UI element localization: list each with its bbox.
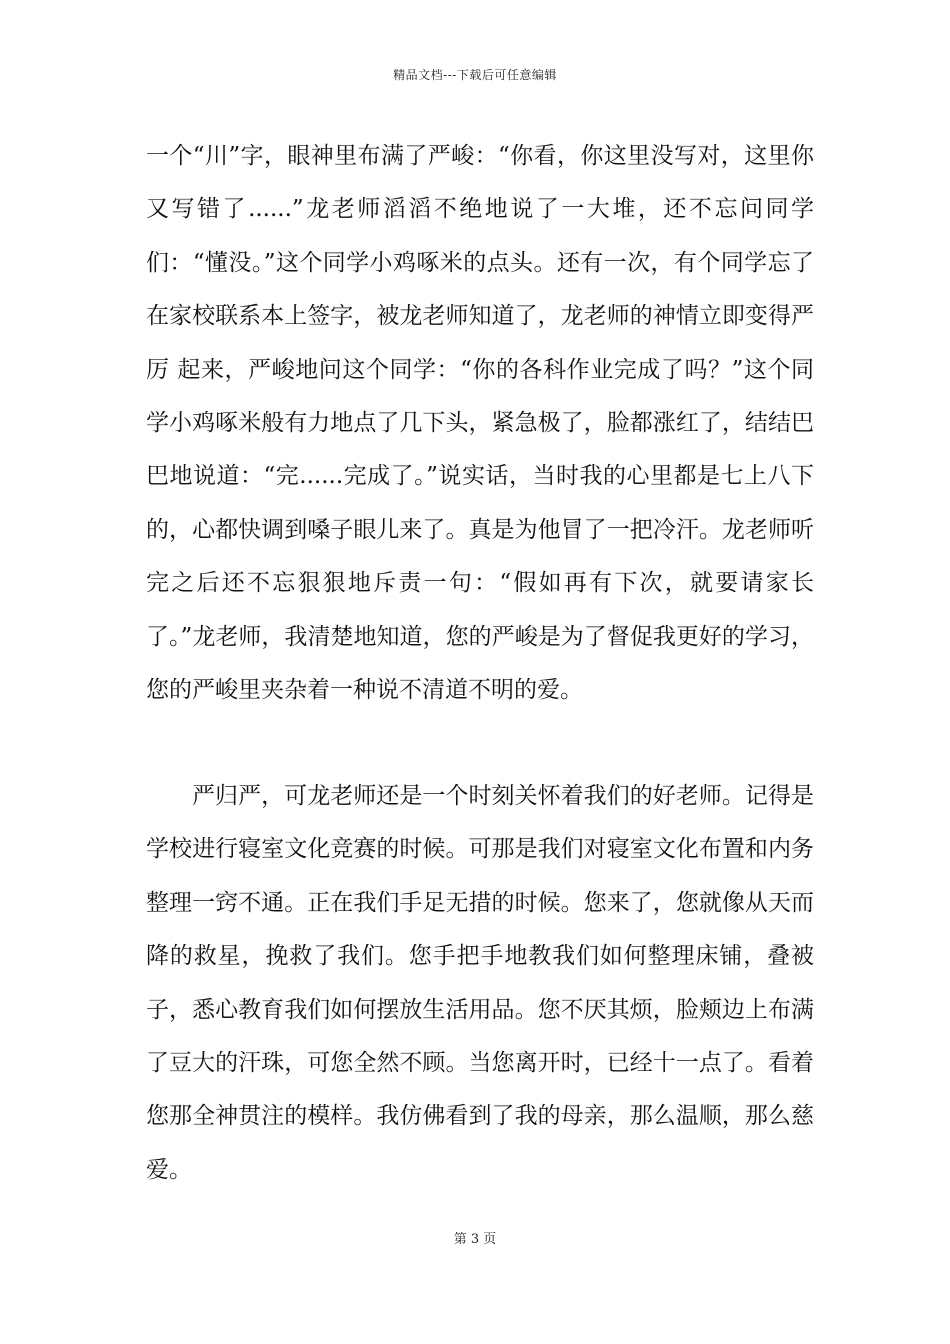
page-number: 第 3 页 <box>453 1232 497 1247</box>
page-header: 精品文档---下载后可任意编辑 <box>393 68 557 82</box>
document-body <box>146 130 814 1197</box>
paragraph: 一个“川”字，眼神里布满了严峻：“你看，你这里没写对，这里你又写错了......”龙老师滔滔不绝地说了一大堆，还不忘问同学们：“懂没。”这个同学小鸡啄米的点头。还有一次，有个同学忘了在家校联系本上签字，被龙老师知道了，龙老师的神情立即变得严厉 起来，严峻地问这个同学：“你的各科作业完成了吗？”这个同学小鸡啄米般有力地点了几下头，紧急极了，脸都涨红了，结结巴巴地说道：“完......完成了。”说实话，当时我的心里都是七上八下的，心都快调到嗓子眼儿来了。真是为他冒了一把冷汗。龙老师听完之后还不忘狠狠地斥责一句：“假如再有下次，就要请家长了。”龙老师，我清楚地知道，您的严峻是为了督促我更好的学习，您的严峻里夹杂着一种说不清道不明的爱。 <box>146 143 814 704</box>
paragraph: 严归严，可龙老师还是一个时刻关怀着我们的好老师。记得是学校进行寝室文化竞赛的时候。可那是我们对寝室文化布置和内务整理一窍不通。正在我们手足无措的时候。您来了，您就像从天而降的救星，挽救了我们。您手把手地教我们如何整理床铺，叠被子，悉心教育我们如何摆放生活用品。您不厌其烦，脸颊边上布满了豆大的汗珠，可您全然不顾。当您离开时，已经十一点了。看着您那全神贯注的模样。我仿佛看到了我的母亲，那么温顺，那么慈爱。 <box>146 783 814 1183</box>
